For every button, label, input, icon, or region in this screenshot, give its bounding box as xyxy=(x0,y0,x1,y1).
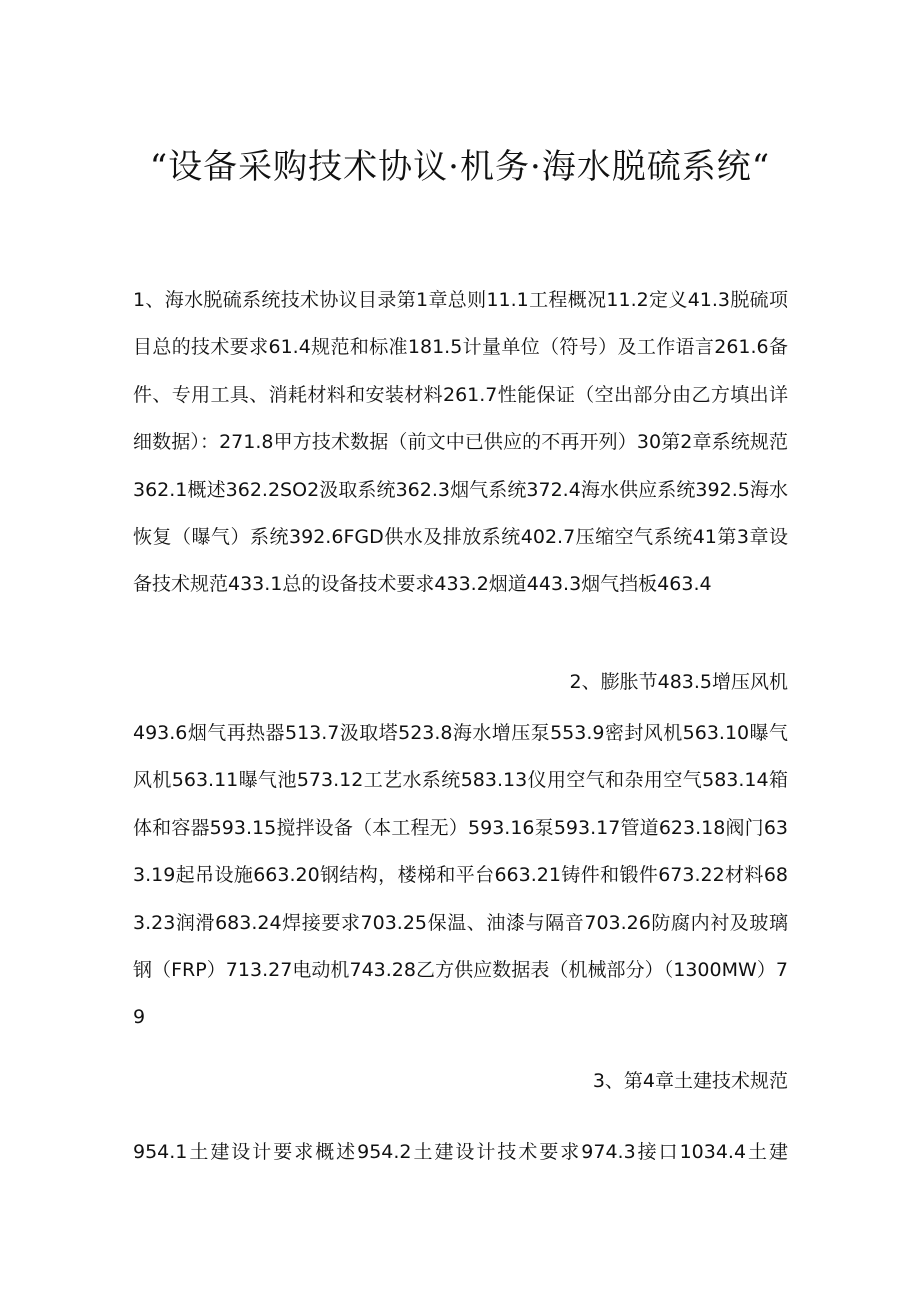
toc-paragraph-3: 493.6烟气再热器513.7汲取塔523.8海水增压泵553.9密封风机563.10曝气风机563.11曝气池573.12工艺水系统583.13仪用空气和杂用空气583.14箱体和容器593.15搅拌设备（本工程无）593.16泵593.17管道623.18阀门633.19起吊设施663.20钢结构，楼梯和平台663.21铸件和锻件673.22材料683.23润滑683.24焊接要求703.25保温、油漆与隔音703.26防腐内衬及玻璃钢（FRP）713.27电动机743.28乙方供应数据表（机械部分）（1300MW）79 xyxy=(133,722,788,1029)
toc-paragraph-2: 2、膨胀节483.5增压风机 xyxy=(569,671,788,693)
toc-paragraph-1: 1、海水脱硫系统技术协议目录第1章总则11.1工程概况11.2定义41.3脱硫项目总的技术要求61.4规范和标准181.5计量单位（符号）及工作语言261.6备件、专用工具、消耗材料和安装材料261.7性能保证（空出部分由乙方填出详细数据）：271.8甲方技术数据（前文中已供应的不再开列）30第2章系统规范362.1概述362.2SO2汲取系统362.3烟气系统372.4海水供应系统392.5海水恢复（曝气）系统392.6FGD供水及排放系统402.7压缩空气系统41第3章设备技术规范433.1总的设备技术要求433.2烟道443.3烟气挡板463.4 xyxy=(133,289,788,596)
toc-paragraph-5: 954.1土建设计要求概述954.2土建设计技术要求974.3接口1034.4土建 xyxy=(133,1141,788,1163)
toc-paragraph-4: 3、第4章土建技术规范 xyxy=(592,1070,788,1092)
document-title: “设备采购技术协议·机务·海水脱硫系统“ xyxy=(149,147,771,187)
